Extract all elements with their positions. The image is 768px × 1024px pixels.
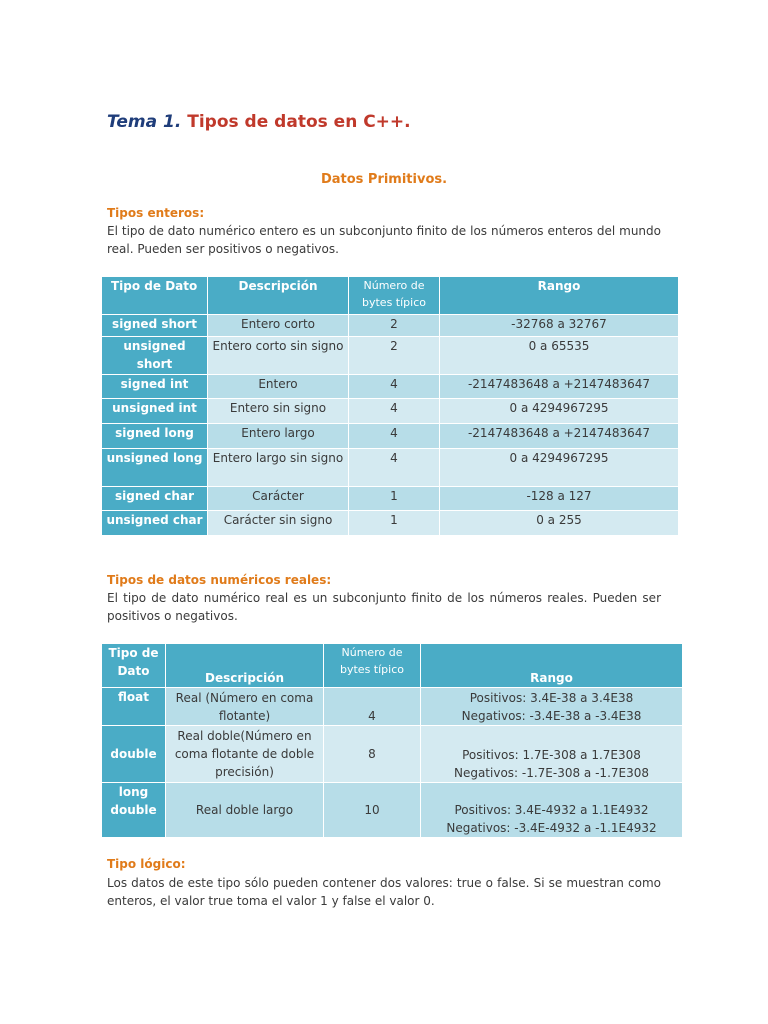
enteros-heading: Tipos enteros: xyxy=(107,206,205,220)
header-tipo: Tipo de Dato xyxy=(102,277,208,315)
cell-descripcion: Entero corto sin signo xyxy=(208,337,349,375)
rango-negativos: Negativos: -3.4E-4932 a -1.1E4932 xyxy=(446,821,657,835)
table-row xyxy=(102,337,679,375)
header-descripcion: Descripción xyxy=(166,644,324,688)
cell-rango: -2147483648 a +2147483647 xyxy=(440,375,679,399)
enteros-table xyxy=(101,276,679,536)
rango-positivos: Positivos: 3.4E-4932 a 1.1E4932 xyxy=(454,803,649,817)
cell-tipo: unsigned short xyxy=(102,337,208,375)
reales-text: El tipo de dato numérico real es un subconjunto finito de los números reales. Pueden ser positivos o negativos. xyxy=(107,591,661,623)
reales-heading: Tipos de datos numéricos reales: xyxy=(107,573,332,587)
cell-tipo: signed int xyxy=(102,375,208,399)
cell-descripcion: Real doble(Número en coma flotante de doble precisión) xyxy=(166,726,324,783)
table-row xyxy=(102,487,679,511)
cell-bytes: 4 xyxy=(349,375,440,399)
section-subtitle: Datos Primitivos. xyxy=(320,172,448,187)
cell-descripcion: Entero largo xyxy=(208,424,349,449)
rango-positivos: Positivos: 1.7E-308 a 1.7E308 xyxy=(462,748,641,762)
cell-rango: 0 a 4294967295 xyxy=(440,449,679,487)
cell-descripcion: Real doble largo xyxy=(166,783,324,838)
table-row xyxy=(102,315,679,337)
header-tipo: Tipo de Dato xyxy=(102,644,166,688)
cell-rango xyxy=(421,726,683,783)
cell-descripcion: Carácter sin signo xyxy=(208,511,349,536)
title-tema: Tema 1. xyxy=(107,112,182,132)
table-row xyxy=(102,399,679,424)
table-row xyxy=(102,449,679,487)
cell-rango: -128 a 127 xyxy=(440,487,679,511)
table-header-row xyxy=(102,277,679,315)
rango-negativos: Negativos: -3.4E-38 a -3.4E38 xyxy=(461,708,642,723)
cell-bytes: 4 xyxy=(324,688,421,726)
cell-bytes: 1 xyxy=(349,487,440,511)
header-bytes: Número de bytes típico xyxy=(324,644,421,688)
cell-tipo: double xyxy=(102,726,166,783)
cell-descripcion: Entero xyxy=(208,375,349,399)
cell-bytes: 2 xyxy=(349,315,440,337)
table-row xyxy=(102,375,679,399)
cell-bytes: 1 xyxy=(349,511,440,536)
cell-bytes: 8 xyxy=(324,726,421,783)
table-row xyxy=(102,783,683,838)
cell-tipo: float xyxy=(102,688,166,726)
cell-bytes: 4 xyxy=(349,424,440,449)
cell-bytes: 2 xyxy=(349,337,440,375)
rango-positivos: Positivos: 3.4E-38 a 3.4E38 xyxy=(469,690,634,705)
header-rango: Rango xyxy=(421,644,683,688)
table-row xyxy=(102,726,683,783)
cell-descripcion: Carácter xyxy=(208,487,349,511)
cell-rango: -2147483648 a +2147483647 xyxy=(440,424,679,449)
cell-tipo: signed char xyxy=(102,487,208,511)
header-descripcion: Descripción xyxy=(208,277,349,315)
logico-text: Los datos de este tipo sólo pueden contener dos valores: true o false. Si se muestran como enteros, el valor true toma el valor 1 y false el valor 0. xyxy=(107,876,661,908)
cell-descripcion: Real (Número en coma flotante) xyxy=(166,688,324,726)
cell-descripcion: Entero largo sin signo xyxy=(208,449,349,487)
enteros-text: El tipo de dato numérico entero es un subconjunto finito de los números enteros del mundo real. Pueden ser positivos o negativos. xyxy=(107,224,661,256)
table-header-row xyxy=(102,644,683,688)
cell-tipo: signed short xyxy=(102,315,208,337)
cell-rango: 0 a 65535 xyxy=(440,337,679,375)
cell-tipo: unsigned long xyxy=(102,449,208,487)
page-title xyxy=(107,112,411,132)
cell-descripcion: Entero sin signo xyxy=(208,399,349,424)
cell-bytes: 4 xyxy=(349,449,440,487)
cell-tipo: unsigned char xyxy=(102,511,208,536)
cell-rango xyxy=(421,688,683,726)
cell-tipo: long double xyxy=(102,783,166,838)
cell-rango: 0 a 255 xyxy=(440,511,679,536)
logico-heading: Tipo lógico: xyxy=(107,857,186,871)
cell-bytes: 4 xyxy=(349,399,440,424)
rango-negativos: Negativos: -1.7E-308 a -1.7E308 xyxy=(453,766,650,780)
cell-rango: 0 a 4294967295 xyxy=(440,399,679,424)
title-main: Tipos de datos en C++. xyxy=(187,112,411,132)
table-row xyxy=(102,424,679,449)
cell-descripcion: Entero corto xyxy=(208,315,349,337)
cell-tipo: signed long xyxy=(102,424,208,449)
cell-rango: -32768 a 32767 xyxy=(440,315,679,337)
reales-table xyxy=(101,643,683,838)
cell-rango xyxy=(421,783,683,838)
table-row xyxy=(102,511,679,536)
header-rango: Rango xyxy=(440,277,679,315)
table-row xyxy=(102,688,683,726)
cell-tipo: unsigned int xyxy=(102,399,208,424)
header-bytes: Número de bytes típico xyxy=(349,277,440,315)
cell-bytes: 10 xyxy=(324,783,421,838)
